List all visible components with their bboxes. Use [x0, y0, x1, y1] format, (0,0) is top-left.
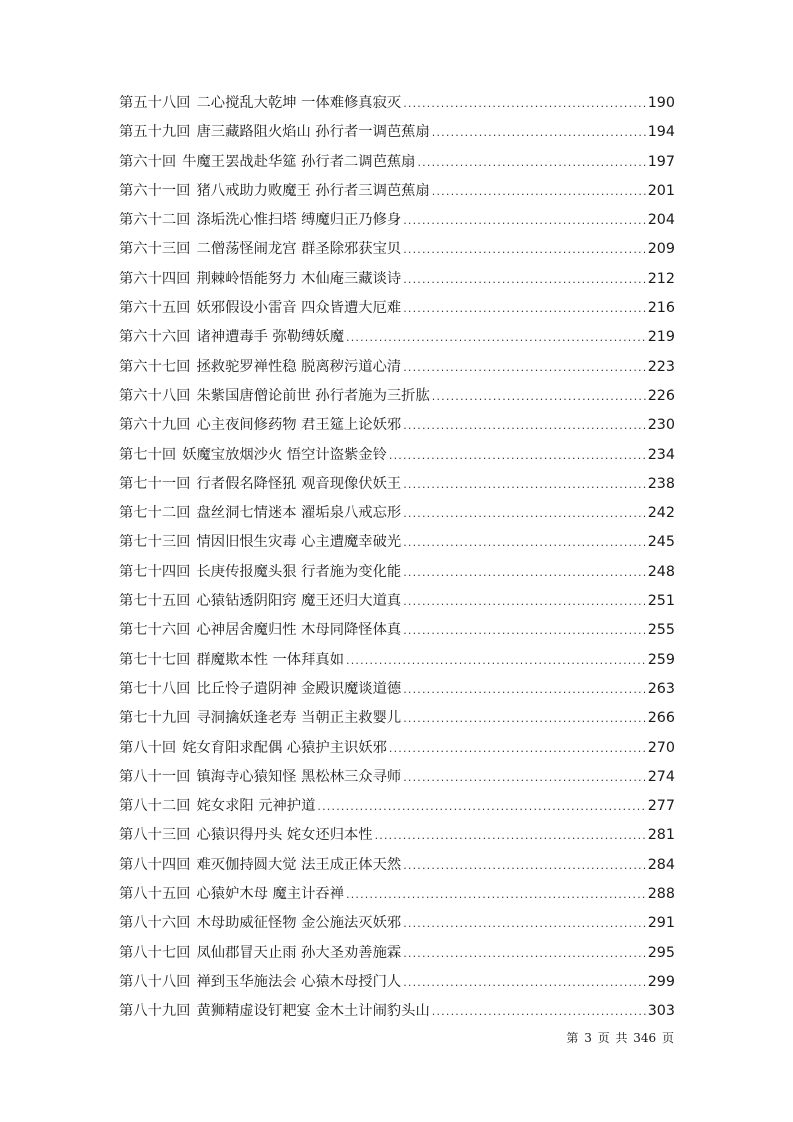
- toc-entry-text: [119, 646, 344, 675]
- toc-entry[interactable]: [119, 353, 675, 382]
- chapter-title: 牛魔王罢战赴华筵 孙行者二调芭蕉扇: [182, 153, 416, 170]
- page-number: 248: [647, 563, 675, 580]
- toc-entry-text: [119, 323, 344, 352]
- dot-leader: [317, 792, 645, 821]
- dot-leader: [403, 353, 646, 382]
- chapter-title: 二僧荡怪闹龙宫 群圣除邪获宝贝: [196, 241, 402, 258]
- chapter-number: 第六十三回: [119, 241, 191, 258]
- toc-entry-text: [119, 616, 401, 645]
- chapter-number: 第七十七回: [119, 651, 191, 668]
- toc-entry[interactable]: [119, 675, 675, 704]
- toc-entry-text: [119, 528, 401, 557]
- page-number: 274: [647, 768, 675, 785]
- chapter-number: 第六十一回: [119, 182, 191, 199]
- page-number: 190: [647, 95, 675, 111]
- toc-entry-text: [119, 821, 373, 850]
- chapter-title: 黄狮精虚设钉耙宴 金木土计闹豹头山: [196, 1003, 430, 1020]
- toc-entry-text: [119, 382, 430, 411]
- toc-entry-text: [119, 294, 401, 323]
- dot-leader: [346, 646, 646, 675]
- chapter-title: 猪八戒助力败魔王 孙行者三调芭蕉扇: [196, 182, 430, 199]
- dot-leader: [403, 587, 646, 616]
- toc-entry[interactable]: [119, 909, 675, 938]
- chapter-title: 比丘怜子遣阴神 金殿识魔谈道德: [196, 680, 402, 697]
- chapter-number: 第五十八回: [119, 95, 191, 111]
- page-number: 270: [647, 739, 675, 756]
- chapter-number: 第六十六回: [119, 329, 191, 346]
- chapter-number: 第七十回: [119, 446, 177, 463]
- chapter-number: 第七十八回: [119, 680, 191, 697]
- chapter-number: 第七十六回: [119, 622, 191, 639]
- toc-entry[interactable]: [119, 616, 675, 645]
- dot-leader: [389, 734, 646, 763]
- dot-leader: [403, 528, 646, 557]
- toc-entry[interactable]: [119, 411, 675, 440]
- chapter-title: 寻洞擒妖逢老寿 当朝正主救婴儿: [196, 710, 402, 727]
- chapter-title: 木母助威征怪物 金公施法灭妖邪: [196, 915, 402, 932]
- dot-leader: [403, 675, 646, 704]
- chapter-number: 第七十二回: [119, 505, 191, 522]
- dot-leader: [403, 704, 646, 733]
- chapter-title: 心神居舍魔归性 木母同降怪体真: [196, 622, 402, 639]
- toc-entry-text: [119, 880, 344, 909]
- chapter-number: 第七十四回: [119, 563, 191, 580]
- toc-entry[interactable]: [119, 382, 675, 411]
- toc-entry-text: [119, 675, 401, 704]
- chapter-number: 第八十二回: [119, 798, 191, 815]
- chapter-title: 妖邪假设小雷音 四众皆遭大厄难: [196, 300, 402, 317]
- chapter-number: 第八十三回: [119, 827, 191, 844]
- chapter-number: 第八十九回: [119, 1003, 191, 1020]
- chapter-title: 镇海寺心猿知怪 黑松林三众寻师: [196, 768, 402, 785]
- toc-entry-text: [119, 997, 430, 1026]
- chapter-number: 第七十九回: [119, 710, 191, 727]
- toc-entry[interactable]: [119, 470, 675, 499]
- chapter-title: 心猿妒木母 魔主计吞禅: [196, 886, 344, 903]
- toc-entry[interactable]: [119, 851, 675, 880]
- toc-entry[interactable]: [119, 997, 675, 1026]
- chapter-number: 第八十六回: [119, 915, 191, 932]
- toc-entry-text: [119, 587, 401, 616]
- dot-leader: [403, 294, 646, 323]
- chapter-title: 妖魔宝放烟沙火 悟空计盗紫金铃: [182, 446, 387, 463]
- page-number: 226: [647, 387, 675, 404]
- toc-entry[interactable]: [119, 499, 675, 528]
- chapter-title: 姹女育阳求配偶 心猿护主识妖邪: [182, 739, 387, 756]
- page-number: 219: [647, 329, 675, 346]
- page-number: 288: [647, 886, 675, 903]
- page-number: 281: [647, 827, 675, 844]
- page-number: 291: [647, 915, 675, 932]
- dot-leader: [432, 118, 646, 147]
- chapter-number: 第六十四回: [119, 270, 191, 287]
- toc-entry[interactable]: [119, 821, 675, 850]
- dot-leader: [403, 939, 646, 968]
- dot-leader: [403, 499, 646, 528]
- chapter-title: 拯救驼罗禅性稳 脱离秽污道心清: [196, 358, 402, 375]
- page-number: 295: [647, 944, 675, 961]
- page-footer: 第 3 页 共 346 页: [566, 1031, 674, 1045]
- toc-entry-text: [119, 851, 401, 880]
- toc-entry[interactable]: [119, 265, 675, 294]
- chapter-number: 第五十九回: [119, 124, 191, 141]
- toc-entry[interactable]: [119, 968, 675, 997]
- dot-leader: [389, 441, 646, 470]
- page-number: 216: [647, 300, 675, 317]
- chapter-number: 第六十二回: [119, 212, 191, 229]
- chapter-title: 心猿钻透阴阳窍 魔王还归大道真: [196, 593, 402, 610]
- page-number: 204: [647, 212, 675, 229]
- chapter-number: 第七十一回: [119, 475, 191, 492]
- page-number: 209: [647, 241, 675, 258]
- dot-leader: [403, 265, 646, 294]
- toc-entry[interactable]: [119, 206, 675, 235]
- dot-leader: [417, 148, 645, 177]
- toc-entry-text: [119, 704, 401, 733]
- toc-entry[interactable]: [119, 89, 675, 118]
- dot-leader: [403, 206, 646, 235]
- toc-entry[interactable]: [119, 294, 675, 323]
- dot-leader: [403, 411, 646, 440]
- toc-entry[interactable]: [119, 939, 675, 968]
- page-number: 245: [647, 534, 675, 551]
- chapter-title: 心主夜间修药物 君王筵上论妖邪: [196, 417, 402, 434]
- page-number: 266: [647, 710, 675, 727]
- table-of-contents: [119, 89, 675, 1027]
- toc-entry[interactable]: [119, 558, 675, 587]
- toc-entry[interactable]: [119, 792, 675, 821]
- chapter-title: 诸神遭毒手 弥勒缚妖魔: [196, 329, 344, 346]
- chapter-number: 第六十七回: [119, 358, 191, 375]
- toc-entry-text: [119, 148, 415, 177]
- toc-entry[interactable]: [119, 118, 675, 147]
- toc-entry-text: [119, 265, 401, 294]
- chapter-title: 难灭伽持圆大觉 法王成正体天然: [196, 856, 402, 873]
- chapter-number: 第六十回: [119, 153, 177, 170]
- chapter-number: 第八十五回: [119, 886, 191, 903]
- page-number: 242: [647, 505, 675, 522]
- toc-entry-text: [119, 734, 387, 763]
- dot-leader: [432, 997, 646, 1026]
- dot-leader: [403, 89, 646, 118]
- dot-leader: [403, 763, 646, 792]
- page-number: 194: [647, 124, 675, 141]
- page-number: 234: [647, 446, 675, 463]
- toc-entry[interactable]: [119, 734, 675, 763]
- toc-entry[interactable]: [119, 880, 675, 909]
- toc-entry[interactable]: [119, 441, 675, 470]
- chapter-number: 第八十七回: [119, 944, 191, 961]
- toc-entry-text: [119, 353, 401, 382]
- toc-entry-text: [119, 206, 401, 235]
- toc-entry[interactable]: [119, 235, 675, 264]
- chapter-title: 唐三藏路阻火焰山 孙行者一调芭蕉扇: [196, 124, 430, 141]
- page-number: 284: [647, 856, 675, 873]
- dot-leader: [346, 323, 646, 352]
- dot-leader: [432, 382, 646, 411]
- chapter-title: 心猿识得丹头 姹女还归本性: [196, 827, 373, 844]
- chapter-number: 第八十四回: [119, 856, 191, 873]
- toc-entry[interactable]: [119, 763, 675, 792]
- chapter-number: 第七十三回: [119, 534, 191, 551]
- dot-leader: [403, 235, 646, 264]
- page-number: 238: [647, 475, 675, 492]
- toc-entry[interactable]: [119, 177, 675, 206]
- page-number: 299: [647, 973, 675, 990]
- chapter-title: 禅到玉华施法会 心猿木母授门人: [196, 973, 402, 990]
- page-number: 277: [647, 798, 675, 815]
- toc-entry-text: [119, 909, 401, 938]
- page-number: 197: [647, 153, 675, 170]
- chapter-title: 朱紫国唐僧论前世 孙行者施为三折肱: [196, 387, 430, 404]
- dot-leader: [403, 470, 646, 499]
- toc-entry[interactable]: [119, 587, 675, 616]
- dot-leader: [432, 177, 646, 206]
- toc-entry-text: [119, 177, 430, 206]
- page-number: 303: [647, 1003, 675, 1020]
- toc-entry-text: [119, 441, 387, 470]
- toc-entry-text: [119, 792, 315, 821]
- dot-leader: [403, 616, 646, 645]
- page-number: 251: [647, 593, 675, 610]
- chapter-number: 第六十八回: [119, 387, 191, 404]
- chapter-title: 情因旧恨生灾毒 心主遭魔幸破光: [196, 534, 402, 551]
- page-number: 201: [647, 182, 675, 199]
- chapter-title: 涤垢洗心惟扫塔 缚魔归正乃修身: [196, 212, 402, 229]
- chapter-title: 盘丝洞七情迷本 濯垢泉八戒忘形: [196, 505, 402, 522]
- toc-entry-text: [119, 558, 401, 587]
- chapter-title: 二心搅乱大乾坤 一体难修真寂灭: [196, 95, 402, 111]
- chapter-number: 第六十五回: [119, 300, 191, 317]
- toc-entry-text: [119, 968, 401, 997]
- chapter-number: 第七十五回: [119, 593, 191, 610]
- dot-leader: [346, 880, 646, 909]
- chapter-number: 第八十回: [119, 739, 177, 756]
- toc-entry[interactable]: [119, 528, 675, 557]
- toc-entry[interactable]: [119, 646, 675, 675]
- page-number: 230: [647, 417, 675, 434]
- page-number: 223: [647, 358, 675, 375]
- dot-leader: [403, 851, 646, 880]
- dot-leader: [403, 968, 646, 997]
- toc-entry[interactable]: [119, 148, 675, 177]
- toc-entry-text: [119, 235, 401, 264]
- toc-entry[interactable]: [119, 704, 675, 733]
- chapter-title: 行者假名降怪犼 观音现像伏妖王: [196, 475, 402, 492]
- toc-entry-text: [119, 763, 401, 792]
- chapter-number: 第八十一回: [119, 768, 191, 785]
- toc-entry-text: [119, 939, 401, 968]
- toc-entry-text: [119, 118, 430, 147]
- chapter-number: 第八十八回: [119, 973, 191, 990]
- dot-leader: [375, 821, 646, 850]
- chapter-title: 姹女求阳 元神护道: [196, 798, 316, 815]
- dot-leader: [403, 909, 646, 938]
- page-number: 263: [647, 680, 675, 697]
- toc-entry[interactable]: [119, 323, 675, 352]
- page-number: 212: [647, 270, 675, 287]
- page-number: 255: [647, 622, 675, 639]
- toc-entry-text: [119, 89, 401, 118]
- chapter-number: 第六十九回: [119, 417, 191, 434]
- toc-entry-text: [119, 499, 401, 528]
- chapter-title: 长庚传报魔头狠 行者施为变化能: [196, 563, 402, 580]
- page-number: 259: [647, 651, 675, 668]
- chapter-title: 群魔欺本性 一体拜真如: [196, 651, 344, 668]
- chapter-title: 凤仙郡冒天止雨 孙大圣劝善施霖: [196, 944, 402, 961]
- toc-entry-text: [119, 411, 401, 440]
- toc-entry-text: [119, 470, 401, 499]
- dot-leader: [403, 558, 646, 587]
- chapter-title: 荆棘岭悟能努力 木仙庵三藏谈诗: [196, 270, 402, 287]
